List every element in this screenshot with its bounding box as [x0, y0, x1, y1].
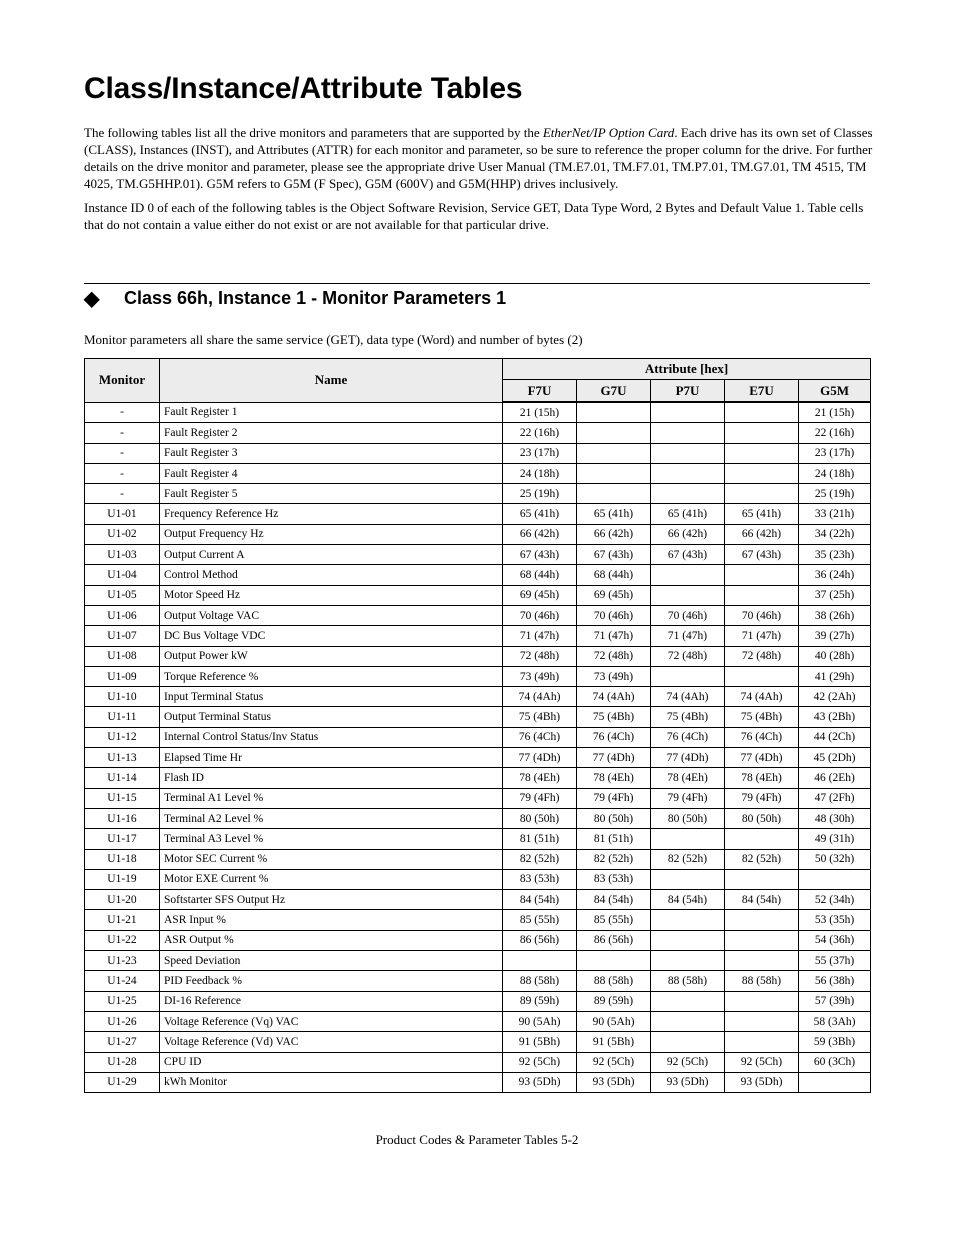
cell-attr-e7u — [725, 930, 799, 950]
cell-attr-g7u: 82 (52h) — [577, 849, 651, 869]
cell-name: Input Terminal Status — [160, 687, 503, 707]
cell-monitor: U1-05 — [85, 585, 160, 605]
cell-attr-g5m: 50 (32h) — [799, 849, 871, 869]
header-monitor: Monitor — [85, 359, 160, 403]
cell-name: ASR Input % — [160, 910, 503, 930]
cell-attr-e7u: 80 (50h) — [725, 808, 799, 828]
header-attribute-group: Attribute [hex] — [503, 359, 871, 380]
cell-attr-f7u: 83 (53h) — [503, 869, 577, 889]
cell-attr-p7u — [651, 991, 725, 1011]
cell-attr-g7u: 77 (4Dh) — [577, 748, 651, 768]
cell-attr-f7u: 89 (59h) — [503, 991, 577, 1011]
cell-name: Control Method — [160, 565, 503, 585]
cell-attr-g7u: 91 (5Bh) — [577, 1032, 651, 1052]
cell-attr-g7u: 84 (54h) — [577, 890, 651, 910]
cell-monitor: U1-25 — [85, 991, 160, 1011]
cell-attr-p7u — [651, 402, 725, 423]
cell-attr-g5m: 22 (16h) — [799, 423, 871, 443]
cell-attr-g5m: 37 (25h) — [799, 585, 871, 605]
cell-monitor: U1-13 — [85, 748, 160, 768]
table-row — [85, 565, 871, 585]
cell-attr-e7u: 79 (4Fh) — [725, 788, 799, 808]
page-title: Class/Instance/Attribute Tables — [84, 72, 523, 105]
cell-name: ASR Output % — [160, 930, 503, 950]
cell-attr-p7u: 65 (41h) — [651, 504, 725, 524]
cell-monitor: U1-21 — [85, 910, 160, 930]
cell-attr-g5m: 53 (35h) — [799, 910, 871, 930]
cell-attr-p7u — [651, 463, 725, 483]
section-heading: Class 66h, Instance 1 - Monitor Parameters 1 — [124, 288, 507, 308]
header-drive-e7u: E7U — [725, 380, 799, 403]
cell-monitor: U1-24 — [85, 971, 160, 991]
cell-attr-g7u: 93 (5Dh) — [577, 1072, 651, 1092]
cell-attr-f7u: 67 (43h) — [503, 545, 577, 565]
cell-attr-f7u: 74 (4Ah) — [503, 687, 577, 707]
cell-attr-e7u: 74 (4Ah) — [725, 687, 799, 707]
cell-attr-g5m: 35 (23h) — [799, 545, 871, 565]
cell-attr-e7u — [725, 484, 799, 504]
cell-monitor: U1-16 — [85, 808, 160, 828]
cell-name: kWh Monitor — [160, 1072, 503, 1092]
cell-monitor: U1-18 — [85, 849, 160, 869]
table-row — [85, 910, 871, 930]
cell-attr-g7u: 92 (5Ch) — [577, 1052, 651, 1072]
cell-attr-g5m: 23 (17h) — [799, 443, 871, 463]
table-row — [85, 1011, 871, 1031]
cell-attr-g5m: 49 (31h) — [799, 829, 871, 849]
cell-attr-e7u: 65 (41h) — [725, 504, 799, 524]
cell-name: Terminal A1 Level % — [160, 788, 503, 808]
cell-monitor: U1-07 — [85, 626, 160, 646]
cell-monitor: U1-14 — [85, 768, 160, 788]
intro-text-b: . Each drive has its own set of Classes (CLASS), Instances (INST), and Attributes (ATTR) for each monitor and parameter, so be sure to reference the proper column for the drive. For further details on the drive monitor and parameter, please see the appropriate drive User Manual (TM.E7.01, TM.F7.01, TM.P7.01, TM.G7.01, TM 4515, TM 4025, TM.G5HHP.01). G5M refers to G5M (F Spec), G5M (600V) and G5M(HHP) drives inclusively. — [84, 125, 873, 191]
cell-attr-p7u — [651, 423, 725, 443]
cell-attr-g5m: 42 (2Ah) — [799, 687, 871, 707]
table-row — [85, 402, 871, 423]
cell-attr-f7u: 79 (4Fh) — [503, 788, 577, 808]
cell-monitor: U1-08 — [85, 646, 160, 666]
cell-monitor: - — [85, 484, 160, 504]
cell-attr-f7u: 84 (54h) — [503, 890, 577, 910]
table-row — [85, 687, 871, 707]
table-row — [85, 484, 871, 504]
cell-attr-p7u — [651, 1011, 725, 1031]
cell-attr-f7u: 92 (5Ch) — [503, 1052, 577, 1072]
cell-attr-f7u: 93 (5Dh) — [503, 1072, 577, 1092]
cell-attr-p7u: 70 (46h) — [651, 605, 725, 625]
table-row — [85, 930, 871, 950]
cell-attr-e7u: 72 (48h) — [725, 646, 799, 666]
cell-monitor: U1-26 — [85, 1011, 160, 1031]
cell-attr-p7u: 88 (58h) — [651, 971, 725, 991]
cell-name: Internal Control Status/Inv Status — [160, 727, 503, 747]
table-row — [85, 1052, 871, 1072]
cell-name: Softstarter SFS Output Hz — [160, 890, 503, 910]
cell-attr-p7u — [651, 585, 725, 605]
cell-attr-p7u — [651, 1032, 725, 1052]
cell-name: Output Power kW — [160, 646, 503, 666]
cell-name: Elapsed Time Hr — [160, 748, 503, 768]
header-drive-p7u: P7U — [651, 380, 725, 403]
cell-name: Output Voltage VAC — [160, 605, 503, 625]
cell-attr-e7u — [725, 565, 799, 585]
cell-attr-g7u — [577, 402, 651, 423]
cell-attr-p7u: 80 (50h) — [651, 808, 725, 828]
cell-attr-g7u — [577, 951, 651, 971]
cell-attr-f7u: 82 (52h) — [503, 849, 577, 869]
intro-text-a: The following tables list all the drive monitors and parameters that are supported by the — [84, 125, 543, 140]
cell-attr-f7u: 81 (51h) — [503, 829, 577, 849]
cell-attr-g7u: 89 (59h) — [577, 991, 651, 1011]
cell-attr-g7u — [577, 463, 651, 483]
cell-attr-g7u: 75 (4Bh) — [577, 707, 651, 727]
cell-attr-f7u: 75 (4Bh) — [503, 707, 577, 727]
table-row — [85, 1072, 871, 1092]
cell-attr-p7u: 72 (48h) — [651, 646, 725, 666]
cell-name: Fault Register 5 — [160, 484, 503, 504]
cell-attr-e7u: 71 (47h) — [725, 626, 799, 646]
table-row — [85, 808, 871, 828]
cell-attr-g7u: 80 (50h) — [577, 808, 651, 828]
cell-attr-g7u: 72 (48h) — [577, 646, 651, 666]
cell-monitor: U1-11 — [85, 707, 160, 727]
cell-attr-p7u — [651, 829, 725, 849]
cell-attr-f7u: 65 (41h) — [503, 504, 577, 524]
cell-monitor: U1-10 — [85, 687, 160, 707]
cell-monitor: U1-12 — [85, 727, 160, 747]
cell-attr-e7u: 70 (46h) — [725, 605, 799, 625]
table-row — [85, 768, 871, 788]
cell-attr-g5m: 47 (2Fh) — [799, 788, 871, 808]
section-divider — [84, 283, 870, 284]
cell-monitor: U1-09 — [85, 666, 160, 686]
header-drive-g5m: G5M — [799, 380, 871, 403]
cell-name: Motor EXE Current % — [160, 869, 503, 889]
cell-attr-f7u: 23 (17h) — [503, 443, 577, 463]
diamond-bullet-icon: ◆ — [84, 287, 100, 310]
cell-monitor: U1-19 — [85, 869, 160, 889]
cell-attr-p7u: 77 (4Dh) — [651, 748, 725, 768]
page-footer: Product Codes & Parameter Tables 5-2 — [375, 1132, 579, 1147]
cell-monitor: U1-03 — [85, 545, 160, 565]
cell-attr-f7u: 76 (4Ch) — [503, 727, 577, 747]
cell-attr-g7u: 68 (44h) — [577, 565, 651, 585]
cell-attr-e7u: 84 (54h) — [725, 890, 799, 910]
table-row — [85, 849, 871, 869]
section-heading-row — [84, 288, 506, 309]
cell-attr-f7u: 25 (19h) — [503, 484, 577, 504]
cell-attr-f7u: 21 (15h) — [503, 402, 577, 423]
cell-monitor: U1-28 — [85, 1052, 160, 1072]
cell-attr-e7u — [725, 666, 799, 686]
cell-attr-f7u: 71 (47h) — [503, 626, 577, 646]
cell-attr-f7u: 24 (18h) — [503, 463, 577, 483]
cell-monitor: U1-22 — [85, 930, 160, 950]
cell-attr-g7u: 69 (45h) — [577, 585, 651, 605]
cell-attr-e7u: 77 (4Dh) — [725, 748, 799, 768]
table-row — [85, 646, 871, 666]
cell-attr-g5m: 40 (28h) — [799, 646, 871, 666]
cell-attr-p7u: 76 (4Ch) — [651, 727, 725, 747]
table-row — [85, 504, 871, 524]
cell-name: DC Bus Voltage VDC — [160, 626, 503, 646]
cell-monitor: U1-15 — [85, 788, 160, 808]
cell-attr-e7u: 92 (5Ch) — [725, 1052, 799, 1072]
cell-name: Fault Register 4 — [160, 463, 503, 483]
cell-monitor: - — [85, 443, 160, 463]
cell-name: Fault Register 1 — [160, 402, 503, 423]
cell-name: Frequency Reference Hz — [160, 504, 503, 524]
cell-attr-p7u — [651, 930, 725, 950]
header-drive-g7u: G7U — [577, 380, 651, 403]
cell-attr-e7u — [725, 402, 799, 423]
table-row — [85, 545, 871, 565]
intro-emphasis: EtherNet/IP Option Card — [542, 125, 675, 140]
cell-attr-p7u — [651, 951, 725, 971]
cell-attr-g7u: 90 (5Ah) — [577, 1011, 651, 1031]
intro-paragraph-1 — [84, 124, 876, 192]
cell-attr-p7u — [651, 910, 725, 930]
cell-attr-g5m: 45 (2Dh) — [799, 748, 871, 768]
table-row — [85, 991, 871, 1011]
cell-attr-g7u — [577, 423, 651, 443]
table-row — [85, 1032, 871, 1052]
cell-name: Motor SEC Current % — [160, 849, 503, 869]
cell-monitor: U1-01 — [85, 504, 160, 524]
intro-paragraph-2: Instance ID 0 of each of the following tables is the Object Software Revision, Service GET, Data Type Word, 2 Bytes and Default Value 1. Table cells that do not contain a value either do not exist or are not available for that particular drive. — [84, 200, 864, 232]
cell-attr-g5m: 36 (24h) — [799, 565, 871, 585]
cell-name: CPU ID — [160, 1052, 503, 1072]
cell-monitor: U1-29 — [85, 1072, 160, 1092]
cell-attr-p7u: 74 (4Ah) — [651, 687, 725, 707]
cell-attr-p7u: 79 (4Fh) — [651, 788, 725, 808]
section-description: Monitor parameters all share the same service (GET), data type (Word) and number of bytes (2) — [84, 332, 583, 347]
cell-attr-g5m: 43 (2Bh) — [799, 707, 871, 727]
cell-monitor: - — [85, 423, 160, 443]
table-row — [85, 869, 871, 889]
cell-attr-g5m: 21 (15h) — [799, 402, 871, 423]
cell-attr-g5m: 48 (30h) — [799, 808, 871, 828]
cell-attr-e7u — [725, 829, 799, 849]
cell-attr-g5m: 60 (3Ch) — [799, 1052, 871, 1072]
cell-monitor: U1-06 — [85, 605, 160, 625]
cell-attr-g5m: 46 (2Eh) — [799, 768, 871, 788]
cell-attr-f7u: 88 (58h) — [503, 971, 577, 991]
cell-name: Output Terminal Status — [160, 707, 503, 727]
table-row — [85, 727, 871, 747]
cell-attr-e7u — [725, 869, 799, 889]
cell-name: Fault Register 3 — [160, 443, 503, 463]
cell-attr-p7u: 71 (47h) — [651, 626, 725, 646]
table-row — [85, 626, 871, 646]
cell-attr-g5m: 38 (26h) — [799, 605, 871, 625]
header-drive-f7u: F7U — [503, 380, 577, 403]
cell-attr-g7u: 85 (55h) — [577, 910, 651, 930]
cell-name: Speed Deviation — [160, 951, 503, 971]
cell-attr-g7u — [577, 443, 651, 463]
table-row — [85, 788, 871, 808]
cell-attr-e7u — [725, 910, 799, 930]
cell-name: Voltage Reference (Vd) VAC — [160, 1032, 503, 1052]
table-row — [85, 951, 871, 971]
cell-attr-g7u: 71 (47h) — [577, 626, 651, 646]
table-row — [85, 585, 871, 605]
cell-attr-p7u — [651, 565, 725, 585]
cell-name: Output Current A — [160, 545, 503, 565]
table-row — [85, 829, 871, 849]
cell-attr-g5m: 41 (29h) — [799, 666, 871, 686]
cell-attr-e7u: 75 (4Bh) — [725, 707, 799, 727]
cell-attr-f7u: 90 (5Ah) — [503, 1011, 577, 1031]
table-row — [85, 443, 871, 463]
cell-attr-f7u: 70 (46h) — [503, 605, 577, 625]
cell-attr-g7u: 73 (49h) — [577, 666, 651, 686]
cell-attr-f7u: 86 (56h) — [503, 930, 577, 950]
cell-name: Motor Speed Hz — [160, 585, 503, 605]
cell-attr-e7u: 82 (52h) — [725, 849, 799, 869]
cell-attr-g7u: 78 (4Eh) — [577, 768, 651, 788]
cell-attr-e7u: 66 (42h) — [725, 524, 799, 544]
header-name: Name — [160, 359, 503, 403]
cell-monitor: U1-23 — [85, 951, 160, 971]
cell-attr-g7u: 88 (58h) — [577, 971, 651, 991]
table-row — [85, 890, 871, 910]
cell-attr-g5m: 52 (34h) — [799, 890, 871, 910]
cell-attr-e7u: 88 (58h) — [725, 971, 799, 991]
cell-monitor: U1-20 — [85, 890, 160, 910]
cell-attr-g5m: 34 (22h) — [799, 524, 871, 544]
cell-attr-g5m: 54 (36h) — [799, 930, 871, 950]
cell-attr-e7u: 78 (4Eh) — [725, 768, 799, 788]
cell-monitor: U1-27 — [85, 1032, 160, 1052]
cell-attr-g5m: 25 (19h) — [799, 484, 871, 504]
cell-name: Voltage Reference (Vq) VAC — [160, 1011, 503, 1031]
cell-attr-p7u: 78 (4Eh) — [651, 768, 725, 788]
cell-attr-g7u: 81 (51h) — [577, 829, 651, 849]
table-row — [85, 524, 871, 544]
cell-attr-g5m: 44 (2Ch) — [799, 727, 871, 747]
cell-attr-e7u — [725, 423, 799, 443]
cell-attr-p7u: 66 (42h) — [651, 524, 725, 544]
cell-attr-f7u: 77 (4Dh) — [503, 748, 577, 768]
cell-attr-g7u — [577, 484, 651, 504]
cell-attr-g7u: 74 (4Ah) — [577, 687, 651, 707]
cell-attr-f7u — [503, 951, 577, 971]
cell-attr-p7u — [651, 666, 725, 686]
cell-attr-g7u: 86 (56h) — [577, 930, 651, 950]
cell-monitor: U1-17 — [85, 829, 160, 849]
cell-attr-g5m: 24 (18h) — [799, 463, 871, 483]
table-row — [85, 707, 871, 727]
cell-attr-p7u: 93 (5Dh) — [651, 1072, 725, 1092]
cell-attr-p7u: 92 (5Ch) — [651, 1052, 725, 1072]
cell-attr-g5m: 39 (27h) — [799, 626, 871, 646]
cell-attr-e7u — [725, 463, 799, 483]
cell-name: Terminal A3 Level % — [160, 829, 503, 849]
table-row — [85, 423, 871, 443]
cell-attr-p7u: 82 (52h) — [651, 849, 725, 869]
cell-attr-f7u: 80 (50h) — [503, 808, 577, 828]
cell-name: Output Frequency Hz — [160, 524, 503, 544]
table-row — [85, 463, 871, 483]
cell-attr-p7u: 75 (4Bh) — [651, 707, 725, 727]
cell-name: Torque Reference % — [160, 666, 503, 686]
cell-attr-g7u: 67 (43h) — [577, 545, 651, 565]
cell-attr-p7u — [651, 443, 725, 463]
cell-attr-f7u: 22 (16h) — [503, 423, 577, 443]
cell-attr-g7u: 76 (4Ch) — [577, 727, 651, 747]
table-row — [85, 971, 871, 991]
cell-attr-f7u: 73 (49h) — [503, 666, 577, 686]
cell-attr-g5m: 56 (38h) — [799, 971, 871, 991]
cell-attr-g5m: 58 (3Ah) — [799, 1011, 871, 1031]
cell-attr-e7u — [725, 1032, 799, 1052]
cell-attr-e7u — [725, 951, 799, 971]
cell-monitor: - — [85, 463, 160, 483]
cell-attr-f7u: 68 (44h) — [503, 565, 577, 585]
cell-attr-p7u — [651, 484, 725, 504]
cell-monitor: U1-04 — [85, 565, 160, 585]
cell-attr-f7u: 69 (45h) — [503, 585, 577, 605]
table-row — [85, 666, 871, 686]
cell-monitor: - — [85, 402, 160, 423]
cell-attr-p7u: 67 (43h) — [651, 545, 725, 565]
cell-attr-f7u: 85 (55h) — [503, 910, 577, 930]
cell-attr-g5m: 57 (39h) — [799, 991, 871, 1011]
cell-attr-e7u — [725, 585, 799, 605]
table-row — [85, 605, 871, 625]
cell-attr-g7u: 83 (53h) — [577, 869, 651, 889]
cell-attr-g7u: 66 (42h) — [577, 524, 651, 544]
cell-attr-e7u: 67 (43h) — [725, 545, 799, 565]
cell-attr-f7u: 72 (48h) — [503, 646, 577, 666]
cell-attr-e7u: 76 (4Ch) — [725, 727, 799, 747]
cell-attr-f7u: 66 (42h) — [503, 524, 577, 544]
cell-attr-g7u: 79 (4Fh) — [577, 788, 651, 808]
cell-attr-g7u: 65 (41h) — [577, 504, 651, 524]
table-row — [85, 748, 871, 768]
cell-attr-e7u: 93 (5Dh) — [725, 1072, 799, 1092]
monitor-parameters-table — [84, 358, 871, 1093]
cell-name: Flash ID — [160, 768, 503, 788]
cell-attr-e7u — [725, 991, 799, 1011]
cell-attr-p7u — [651, 869, 725, 889]
cell-attr-f7u: 78 (4Eh) — [503, 768, 577, 788]
cell-name: DI-16 Reference — [160, 991, 503, 1011]
cell-name: PID Feedback % — [160, 971, 503, 991]
cell-attr-e7u — [725, 443, 799, 463]
cell-attr-f7u: 91 (5Bh) — [503, 1032, 577, 1052]
cell-attr-g5m — [799, 1072, 871, 1092]
cell-name: Terminal A2 Level % — [160, 808, 503, 828]
cell-attr-p7u: 84 (54h) — [651, 890, 725, 910]
cell-attr-g5m: 33 (21h) — [799, 504, 871, 524]
cell-attr-e7u — [725, 1011, 799, 1031]
cell-attr-g5m: 55 (37h) — [799, 951, 871, 971]
cell-attr-g5m — [799, 869, 871, 889]
cell-attr-g5m: 59 (3Bh) — [799, 1032, 871, 1052]
cell-monitor: U1-02 — [85, 524, 160, 544]
cell-name: Fault Register 2 — [160, 423, 503, 443]
cell-attr-g7u: 70 (46h) — [577, 605, 651, 625]
